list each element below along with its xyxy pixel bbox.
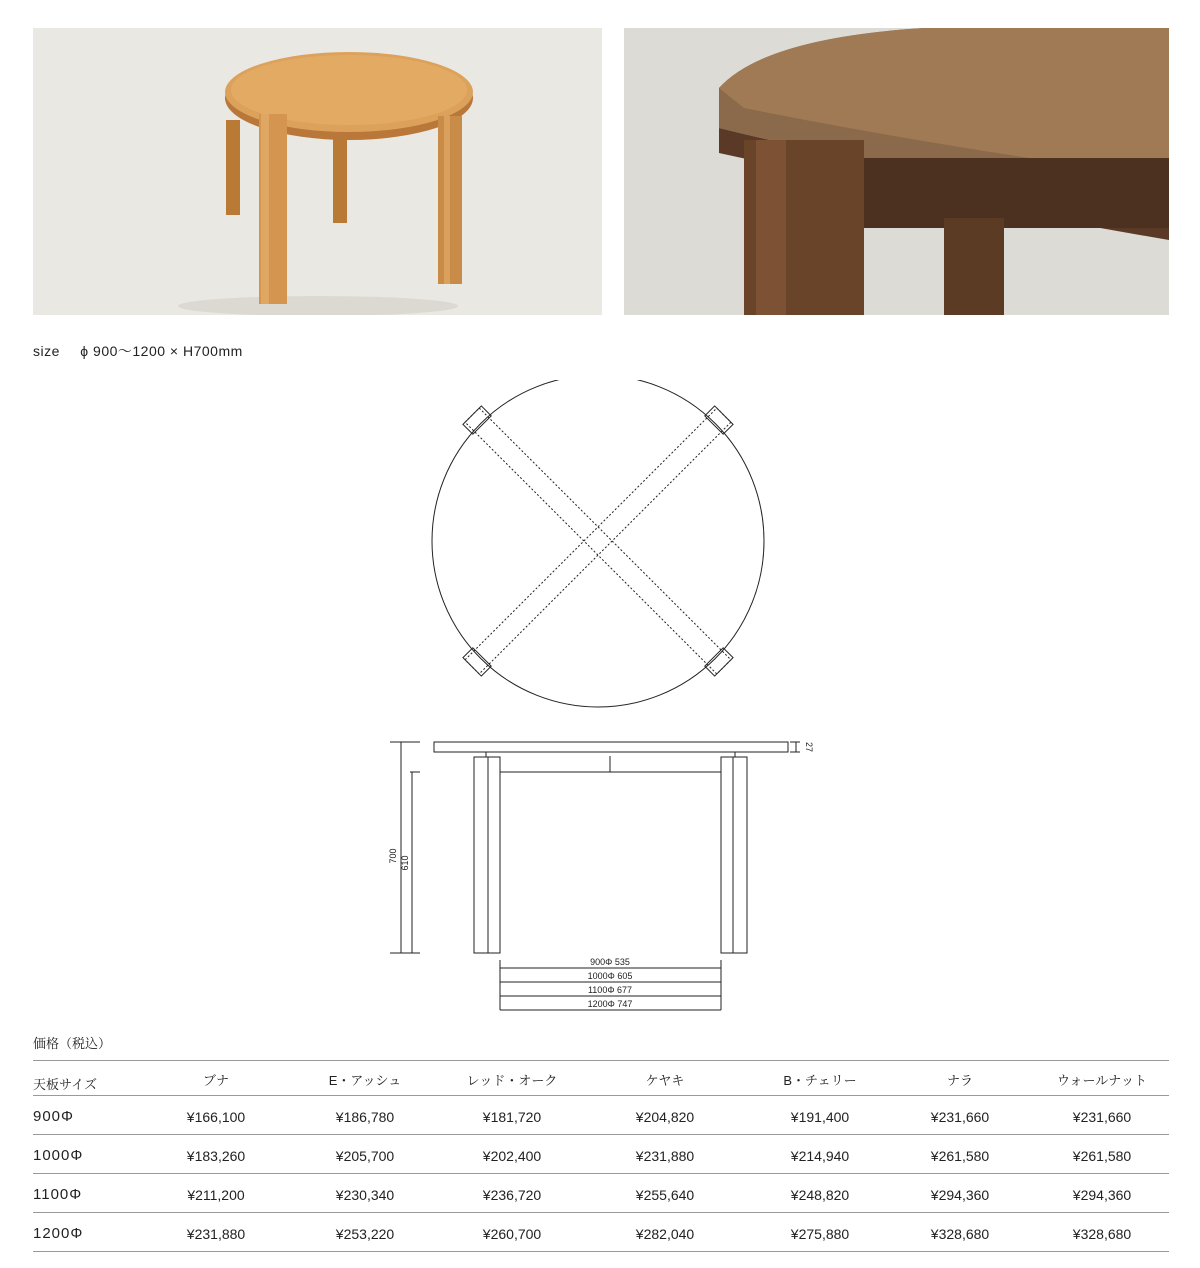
price-cell: ¥261,580 xyxy=(1072,1148,1132,1164)
price-cell: ¥181,720 xyxy=(482,1109,542,1125)
price-cell: ¥294,360 xyxy=(1072,1187,1132,1203)
dim-top-thickness: 27 xyxy=(804,741,814,753)
detail-photo xyxy=(624,28,1169,315)
price-cell: ¥275,880 xyxy=(790,1226,850,1242)
price-cell: ¥166,100 xyxy=(186,1109,246,1125)
price-cell: ¥328,680 xyxy=(930,1226,990,1242)
size-label: size xyxy=(33,343,60,359)
column-header: レッド・オーク xyxy=(466,1073,558,1088)
price-cell: ¥294,360 xyxy=(930,1187,990,1203)
table-photo xyxy=(33,28,602,315)
price-cell: ¥230,340 xyxy=(335,1187,395,1203)
size-cell: 1100Φ xyxy=(33,1186,83,1203)
span-1000: 1000Φ 605 xyxy=(587,971,633,981)
span-1200: 1200Φ 747 xyxy=(587,999,633,1009)
table-row xyxy=(33,1096,1169,1135)
column-header: ウォールナット xyxy=(1057,1073,1147,1088)
table-row xyxy=(33,1174,1169,1213)
table-row xyxy=(33,1213,1169,1252)
price-cell: ¥231,880 xyxy=(186,1226,246,1242)
size-value: ϕ 900〜1200 × H700mm xyxy=(80,343,243,359)
price-table xyxy=(33,1060,1169,1252)
price-cell: ¥231,880 xyxy=(635,1148,695,1164)
price-cell: ¥261,580 xyxy=(930,1148,990,1164)
price-cell: ¥328,680 xyxy=(1072,1226,1132,1242)
table-row xyxy=(33,1135,1169,1174)
price-cell: ¥191,400 xyxy=(790,1109,850,1125)
span-1100: 1100Φ 677 xyxy=(587,985,633,995)
column-header: 天板サイズ xyxy=(33,1077,97,1092)
price-cell: ¥282,040 xyxy=(635,1226,695,1242)
price-cell: ¥255,640 xyxy=(635,1187,695,1203)
price-cell: ¥253,220 xyxy=(335,1226,395,1242)
column-header: ケヤキ xyxy=(645,1073,685,1088)
column-header: ナラ xyxy=(946,1073,973,1088)
price-cell: ¥214,940 xyxy=(790,1148,850,1164)
price-cell: ¥248,820 xyxy=(790,1187,850,1203)
price-cell: ¥202,400 xyxy=(482,1148,542,1164)
price-heading: 価格（税込） xyxy=(33,1036,112,1051)
size-cell: 900Φ xyxy=(33,1108,74,1125)
price-cell: ¥260,700 xyxy=(482,1226,542,1242)
column-header: B・チェリー xyxy=(783,1073,857,1088)
price-cell: ¥236,720 xyxy=(482,1187,542,1203)
elevation-drawing xyxy=(360,728,840,1018)
span-900: 900Φ 535 xyxy=(590,957,630,967)
price-cell: ¥231,660 xyxy=(1072,1109,1132,1125)
price-cell: ¥186,780 xyxy=(335,1109,395,1125)
price-cell: ¥231,660 xyxy=(930,1109,990,1125)
size-cell: 1200Φ xyxy=(33,1225,84,1242)
column-header: E・アッシュ xyxy=(328,1073,402,1088)
plan-view-drawing xyxy=(380,380,840,720)
price-cell: ¥205,700 xyxy=(335,1148,395,1164)
dim-height-under: 610 xyxy=(400,855,410,871)
size-spec xyxy=(33,341,243,361)
price-cell: ¥211,200 xyxy=(187,1187,245,1203)
table-header-row xyxy=(33,1060,1169,1096)
price-cell: ¥183,260 xyxy=(186,1148,246,1164)
dim-height-total: 700 xyxy=(388,848,398,864)
size-cell: 1000Φ xyxy=(33,1147,84,1164)
column-header: ブナ xyxy=(202,1073,229,1088)
price-cell: ¥204,820 xyxy=(635,1109,695,1125)
